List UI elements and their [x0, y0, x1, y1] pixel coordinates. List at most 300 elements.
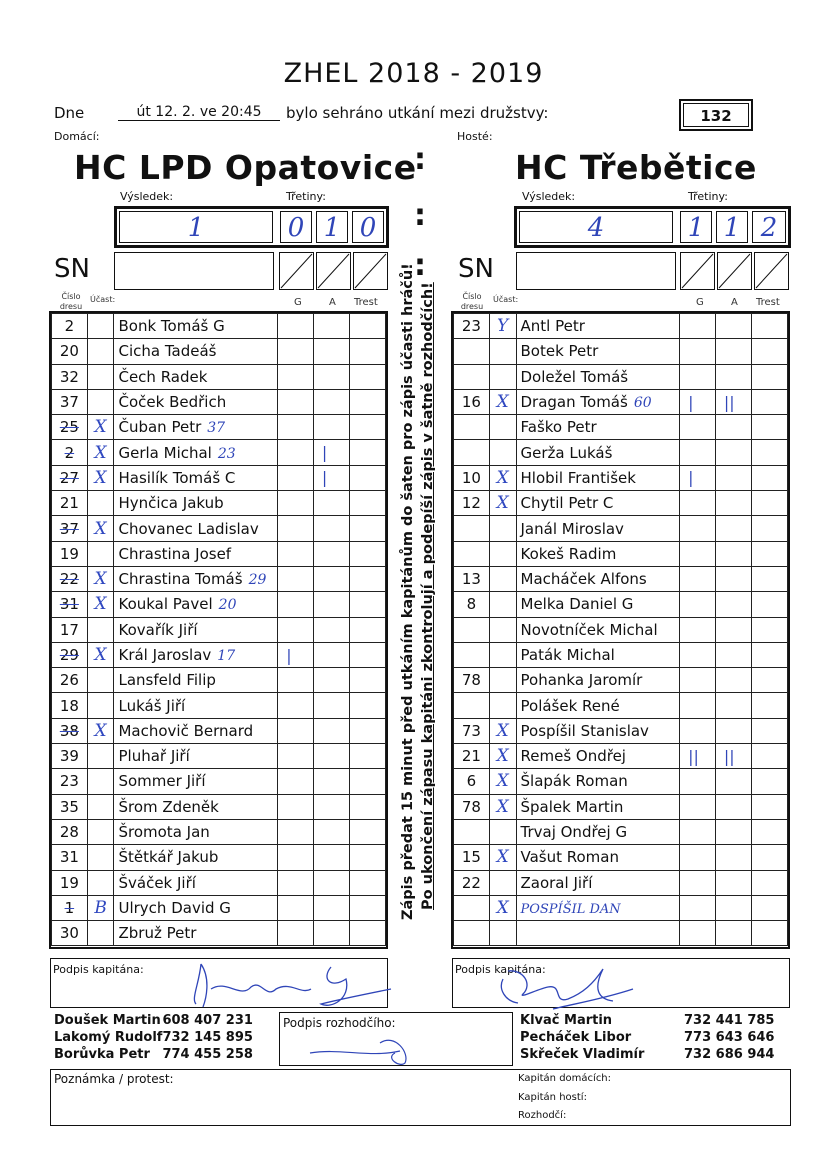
- player-name[interactable]: [516, 744, 680, 769]
- assists-tally[interactable]: [715, 566, 751, 591]
- jersey-number[interactable]: [52, 921, 88, 946]
- penalty-field[interactable]: [751, 642, 787, 667]
- assists-tally[interactable]: [313, 794, 349, 819]
- assists-tally[interactable]: [715, 389, 751, 414]
- penalty-field[interactable]: [751, 668, 787, 693]
- penalty-field[interactable]: [349, 491, 385, 516]
- jersey-number[interactable]: [454, 921, 490, 946]
- penalty-field[interactable]: [751, 744, 787, 769]
- jersey-number[interactable]: [52, 895, 88, 920]
- jersey-number[interactable]: [52, 389, 88, 414]
- participation-mark[interactable]: [87, 415, 114, 440]
- participation-mark[interactable]: [87, 794, 114, 819]
- penalty-field[interactable]: [349, 389, 385, 414]
- player-name[interactable]: [114, 389, 278, 414]
- goals-tally[interactable]: [278, 921, 314, 946]
- participation-mark[interactable]: [489, 491, 516, 516]
- participation-mark[interactable]: [87, 744, 114, 769]
- assists-tally[interactable]: [313, 642, 349, 667]
- jersey-number[interactable]: [454, 415, 490, 440]
- assists-tally[interactable]: [715, 794, 751, 819]
- goals-tally[interactable]: [278, 541, 314, 566]
- penalty-field[interactable]: [349, 566, 385, 591]
- penalty-field[interactable]: [349, 617, 385, 642]
- goals-tally[interactable]: [680, 491, 716, 516]
- away-period-2-field[interactable]: [716, 211, 748, 243]
- home-period-1-field[interactable]: [280, 211, 312, 243]
- player-name[interactable]: [114, 895, 278, 920]
- jersey-number[interactable]: [52, 794, 88, 819]
- player-name[interactable]: [516, 693, 680, 718]
- player-name[interactable]: [516, 718, 680, 743]
- penalty-field[interactable]: [349, 819, 385, 844]
- player-name[interactable]: [516, 440, 680, 465]
- participation-mark[interactable]: [87, 465, 114, 490]
- participation-mark[interactable]: [489, 794, 516, 819]
- player-name[interactable]: [114, 592, 278, 617]
- participation-mark[interactable]: [489, 718, 516, 743]
- assists-tally[interactable]: [715, 668, 751, 693]
- participation-mark[interactable]: [87, 819, 114, 844]
- jersey-number[interactable]: [52, 541, 88, 566]
- player-name[interactable]: [114, 744, 278, 769]
- goals-tally[interactable]: [680, 617, 716, 642]
- away-result-field[interactable]: [519, 211, 673, 243]
- assists-tally[interactable]: [313, 516, 349, 541]
- participation-mark[interactable]: [489, 364, 516, 389]
- penalty-field[interactable]: [751, 693, 787, 718]
- participation-mark[interactable]: [87, 491, 114, 516]
- penalty-field[interactable]: [349, 769, 385, 794]
- assists-tally[interactable]: [715, 617, 751, 642]
- assists-tally[interactable]: [313, 744, 349, 769]
- assists-tally[interactable]: [313, 314, 349, 339]
- assists-tally[interactable]: [715, 642, 751, 667]
- assists-tally[interactable]: [313, 668, 349, 693]
- goals-tally[interactable]: [278, 744, 314, 769]
- penalty-field[interactable]: [751, 617, 787, 642]
- assists-tally[interactable]: [715, 440, 751, 465]
- player-name[interactable]: [516, 895, 680, 920]
- penalty-field[interactable]: [349, 314, 385, 339]
- player-name[interactable]: [114, 465, 278, 490]
- goals-tally[interactable]: [278, 314, 314, 339]
- player-name[interactable]: [114, 668, 278, 693]
- player-name[interactable]: [516, 339, 680, 364]
- jersey-number[interactable]: [52, 440, 88, 465]
- jersey-number[interactable]: [454, 895, 490, 920]
- penalty-field[interactable]: [349, 794, 385, 819]
- penalty-field[interactable]: [349, 415, 385, 440]
- player-name[interactable]: [516, 819, 680, 844]
- player-name[interactable]: [516, 516, 680, 541]
- penalty-field[interactable]: [751, 389, 787, 414]
- note-protest-box[interactable]: [50, 1069, 791, 1126]
- participation-mark[interactable]: [489, 465, 516, 490]
- participation-mark[interactable]: [489, 895, 516, 920]
- player-name[interactable]: [516, 794, 680, 819]
- jersey-number[interactable]: [52, 845, 88, 870]
- goals-tally[interactable]: [680, 364, 716, 389]
- jersey-number[interactable]: [52, 870, 88, 895]
- penalty-field[interactable]: [349, 693, 385, 718]
- participation-mark[interactable]: [489, 314, 516, 339]
- participation-mark[interactable]: [87, 617, 114, 642]
- jersey-number[interactable]: [454, 516, 490, 541]
- assists-tally[interactable]: [313, 440, 349, 465]
- participation-mark[interactable]: [489, 668, 516, 693]
- player-name[interactable]: [114, 845, 278, 870]
- jersey-number[interactable]: [52, 566, 88, 591]
- assists-tally[interactable]: [313, 845, 349, 870]
- player-name[interactable]: [114, 491, 278, 516]
- assists-tally[interactable]: [715, 744, 751, 769]
- participation-mark[interactable]: [489, 617, 516, 642]
- goals-tally[interactable]: [278, 845, 314, 870]
- participation-mark[interactable]: [489, 592, 516, 617]
- goals-tally[interactable]: [680, 819, 716, 844]
- goals-tally[interactable]: [278, 617, 314, 642]
- goals-tally[interactable]: [278, 566, 314, 591]
- penalty-field[interactable]: [751, 870, 787, 895]
- jersey-number[interactable]: [52, 516, 88, 541]
- penalty-field[interactable]: [751, 769, 787, 794]
- assists-tally[interactable]: [715, 592, 751, 617]
- assists-tally[interactable]: [313, 339, 349, 364]
- jersey-number[interactable]: [52, 617, 88, 642]
- assists-tally[interactable]: [313, 465, 349, 490]
- goals-tally[interactable]: [680, 440, 716, 465]
- goals-tally[interactable]: [278, 718, 314, 743]
- participation-mark[interactable]: [87, 668, 114, 693]
- assists-tally[interactable]: [715, 895, 751, 920]
- participation-mark[interactable]: [87, 693, 114, 718]
- assists-tally[interactable]: [313, 541, 349, 566]
- goals-tally[interactable]: [278, 794, 314, 819]
- jersey-number[interactable]: [52, 668, 88, 693]
- penalty-field[interactable]: [349, 895, 385, 920]
- penalty-field[interactable]: [751, 440, 787, 465]
- jersey-number[interactable]: [52, 718, 88, 743]
- assists-tally[interactable]: [715, 921, 751, 946]
- player-name[interactable]: [114, 794, 278, 819]
- goals-tally[interactable]: [680, 642, 716, 667]
- goals-tally[interactable]: [680, 895, 716, 920]
- participation-mark[interactable]: [87, 364, 114, 389]
- jersey-number[interactable]: [454, 314, 490, 339]
- player-name[interactable]: [114, 819, 278, 844]
- goals-tally[interactable]: [680, 845, 716, 870]
- assists-tally[interactable]: [715, 314, 751, 339]
- goals-tally[interactable]: [680, 339, 716, 364]
- penalty-field[interactable]: [349, 592, 385, 617]
- penalty-field[interactable]: [349, 668, 385, 693]
- participation-mark[interactable]: [489, 769, 516, 794]
- participation-mark[interactable]: [489, 415, 516, 440]
- player-name[interactable]: [516, 541, 680, 566]
- participation-mark[interactable]: [87, 895, 114, 920]
- goals-tally[interactable]: [278, 895, 314, 920]
- player-name[interactable]: [114, 440, 278, 465]
- assists-tally[interactable]: [313, 819, 349, 844]
- jersey-number[interactable]: [454, 642, 490, 667]
- goals-tally[interactable]: [278, 415, 314, 440]
- assists-tally[interactable]: [715, 415, 751, 440]
- goals-tally[interactable]: [680, 465, 716, 490]
- penalty-field[interactable]: [751, 541, 787, 566]
- date-field[interactable]: út 12. 2. ve 20:45: [118, 104, 280, 121]
- penalty-field[interactable]: [751, 794, 787, 819]
- penalty-field[interactable]: [349, 845, 385, 870]
- penalty-field[interactable]: [751, 314, 787, 339]
- jersey-number[interactable]: [52, 339, 88, 364]
- participation-mark[interactable]: [489, 870, 516, 895]
- assists-tally[interactable]: [715, 693, 751, 718]
- assists-tally[interactable]: [715, 339, 751, 364]
- away-period-1-field[interactable]: [680, 211, 712, 243]
- assists-tally[interactable]: [715, 465, 751, 490]
- assists-tally[interactable]: [313, 491, 349, 516]
- participation-mark[interactable]: [489, 744, 516, 769]
- goals-tally[interactable]: [278, 668, 314, 693]
- participation-mark[interactable]: [87, 516, 114, 541]
- goals-tally[interactable]: [680, 415, 716, 440]
- player-name[interactable]: [516, 364, 680, 389]
- assists-tally[interactable]: [313, 769, 349, 794]
- jersey-number[interactable]: [454, 769, 490, 794]
- participation-mark[interactable]: [87, 314, 114, 339]
- home-period-3-field[interactable]: [352, 211, 384, 243]
- goals-tally[interactable]: [680, 769, 716, 794]
- participation-mark[interactable]: [489, 339, 516, 364]
- jersey-number[interactable]: [52, 491, 88, 516]
- jersey-number[interactable]: [52, 592, 88, 617]
- participation-mark[interactable]: [489, 642, 516, 667]
- match-number[interactable]: 132: [683, 103, 749, 127]
- player-name[interactable]: [114, 718, 278, 743]
- assists-tally[interactable]: [715, 516, 751, 541]
- jersey-number[interactable]: [52, 744, 88, 769]
- participation-mark[interactable]: [489, 541, 516, 566]
- goals-tally[interactable]: [278, 389, 314, 414]
- jersey-number[interactable]: [52, 769, 88, 794]
- player-name[interactable]: [114, 364, 278, 389]
- jersey-number[interactable]: [454, 718, 490, 743]
- goals-tally[interactable]: [278, 491, 314, 516]
- assists-tally[interactable]: [313, 895, 349, 920]
- participation-mark[interactable]: [489, 921, 516, 946]
- assists-tally[interactable]: [313, 566, 349, 591]
- participation-mark[interactable]: [87, 541, 114, 566]
- home-period-2-field[interactable]: [316, 211, 348, 243]
- assists-tally[interactable]: [715, 541, 751, 566]
- assists-tally[interactable]: [313, 617, 349, 642]
- penalty-field[interactable]: [349, 870, 385, 895]
- participation-mark[interactable]: [489, 819, 516, 844]
- goals-tally[interactable]: [278, 693, 314, 718]
- player-name[interactable]: [114, 566, 278, 591]
- player-name[interactable]: [516, 491, 680, 516]
- jersey-number[interactable]: [454, 744, 490, 769]
- penalty-field[interactable]: [751, 845, 787, 870]
- participation-mark[interactable]: [87, 769, 114, 794]
- jersey-number[interactable]: [52, 364, 88, 389]
- player-name[interactable]: [114, 693, 278, 718]
- player-name[interactable]: [516, 845, 680, 870]
- assists-tally[interactable]: [313, 389, 349, 414]
- jersey-number[interactable]: [454, 440, 490, 465]
- participation-mark[interactable]: [87, 339, 114, 364]
- player-name[interactable]: [114, 314, 278, 339]
- player-name[interactable]: [114, 870, 278, 895]
- assists-tally[interactable]: [715, 819, 751, 844]
- player-name[interactable]: [114, 617, 278, 642]
- jersey-number[interactable]: [52, 819, 88, 844]
- player-name[interactable]: [516, 668, 680, 693]
- penalty-field[interactable]: [751, 592, 787, 617]
- player-name[interactable]: [516, 415, 680, 440]
- jersey-number[interactable]: [454, 465, 490, 490]
- goals-tally[interactable]: [680, 516, 716, 541]
- participation-mark[interactable]: [87, 440, 114, 465]
- assists-tally[interactable]: [715, 845, 751, 870]
- jersey-number[interactable]: [454, 339, 490, 364]
- jersey-number[interactable]: [454, 389, 490, 414]
- goals-tally[interactable]: [680, 668, 716, 693]
- penalty-field[interactable]: [751, 516, 787, 541]
- goals-tally[interactable]: [278, 769, 314, 794]
- participation-mark[interactable]: [489, 389, 516, 414]
- penalty-field[interactable]: [751, 364, 787, 389]
- participation-mark[interactable]: [489, 693, 516, 718]
- player-name[interactable]: [516, 769, 680, 794]
- participation-mark[interactable]: [87, 642, 114, 667]
- penalty-field[interactable]: [349, 744, 385, 769]
- assists-tally[interactable]: [313, 870, 349, 895]
- jersey-number[interactable]: [454, 845, 490, 870]
- player-name[interactable]: [516, 314, 680, 339]
- penalty-field[interactable]: [349, 921, 385, 946]
- goals-tally[interactable]: [278, 364, 314, 389]
- penalty-field[interactable]: [349, 440, 385, 465]
- jersey-number[interactable]: [454, 819, 490, 844]
- goals-tally[interactable]: [680, 870, 716, 895]
- goals-tally[interactable]: [680, 592, 716, 617]
- home-captain-signature-box[interactable]: [50, 958, 388, 1008]
- goals-tally[interactable]: [680, 541, 716, 566]
- participation-mark[interactable]: [489, 845, 516, 870]
- assists-tally[interactable]: [313, 921, 349, 946]
- goals-tally[interactable]: [680, 718, 716, 743]
- penalty-field[interactable]: [349, 516, 385, 541]
- player-name[interactable]: [516, 921, 680, 946]
- assists-tally[interactable]: [715, 769, 751, 794]
- penalty-field[interactable]: [349, 541, 385, 566]
- player-name[interactable]: [114, 642, 278, 667]
- penalty-field[interactable]: [751, 566, 787, 591]
- player-name[interactable]: [516, 617, 680, 642]
- jersey-number[interactable]: [52, 314, 88, 339]
- goals-tally[interactable]: [278, 819, 314, 844]
- assists-tally[interactable]: [715, 870, 751, 895]
- assists-tally[interactable]: [715, 491, 751, 516]
- penalty-field[interactable]: [751, 921, 787, 946]
- jersey-number[interactable]: [454, 566, 490, 591]
- penalty-field[interactable]: [349, 465, 385, 490]
- player-name[interactable]: [114, 339, 278, 364]
- penalty-field[interactable]: [751, 465, 787, 490]
- assists-tally[interactable]: [313, 415, 349, 440]
- participation-mark[interactable]: [489, 440, 516, 465]
- penalty-field[interactable]: [349, 339, 385, 364]
- penalty-field[interactable]: [349, 642, 385, 667]
- goals-tally[interactable]: [278, 592, 314, 617]
- participation-mark[interactable]: [87, 592, 114, 617]
- player-name[interactable]: [114, 415, 278, 440]
- jersey-number[interactable]: [454, 693, 490, 718]
- jersey-number[interactable]: [454, 617, 490, 642]
- home-sn-field[interactable]: [114, 252, 274, 290]
- participation-mark[interactable]: [87, 921, 114, 946]
- penalty-field[interactable]: [751, 895, 787, 920]
- participation-mark[interactable]: [87, 845, 114, 870]
- goals-tally[interactable]: [680, 921, 716, 946]
- goals-tally[interactable]: [680, 794, 716, 819]
- player-name[interactable]: [516, 592, 680, 617]
- player-name[interactable]: [516, 465, 680, 490]
- jersey-number[interactable]: [454, 541, 490, 566]
- goals-tally[interactable]: [278, 870, 314, 895]
- participation-mark[interactable]: [87, 389, 114, 414]
- penalty-field[interactable]: [751, 718, 787, 743]
- jersey-number[interactable]: [454, 592, 490, 617]
- participation-mark[interactable]: [87, 870, 114, 895]
- goals-tally[interactable]: [680, 693, 716, 718]
- assists-tally[interactable]: [313, 693, 349, 718]
- jersey-number[interactable]: [52, 465, 88, 490]
- penalty-field[interactable]: [349, 364, 385, 389]
- home-result-field[interactable]: [119, 211, 273, 243]
- player-name[interactable]: [516, 642, 680, 667]
- away-sn-field[interactable]: [516, 252, 676, 290]
- assists-tally[interactable]: [313, 364, 349, 389]
- player-name[interactable]: [516, 389, 680, 414]
- goals-tally[interactable]: [680, 389, 716, 414]
- goals-tally[interactable]: [680, 314, 716, 339]
- jersey-number[interactable]: [454, 870, 490, 895]
- player-name[interactable]: [114, 541, 278, 566]
- goals-tally[interactable]: [278, 642, 314, 667]
- penalty-field[interactable]: [751, 819, 787, 844]
- goals-tally[interactable]: [278, 465, 314, 490]
- penalty-field[interactable]: [349, 718, 385, 743]
- jersey-number[interactable]: [52, 415, 88, 440]
- goals-tally[interactable]: [278, 516, 314, 541]
- player-name[interactable]: [114, 516, 278, 541]
- participation-mark[interactable]: [87, 566, 114, 591]
- away-period-3-field[interactable]: [752, 211, 786, 243]
- jersey-number[interactable]: [454, 491, 490, 516]
- penalty-field[interactable]: [751, 339, 787, 364]
- away-captain-signature-box[interactable]: [452, 958, 790, 1008]
- goals-tally[interactable]: [680, 744, 716, 769]
- jersey-number[interactable]: [454, 794, 490, 819]
- participation-mark[interactable]: [87, 718, 114, 743]
- jersey-number[interactable]: [52, 642, 88, 667]
- participation-mark[interactable]: [489, 566, 516, 591]
- penalty-field[interactable]: [751, 491, 787, 516]
- participation-mark[interactable]: [489, 516, 516, 541]
